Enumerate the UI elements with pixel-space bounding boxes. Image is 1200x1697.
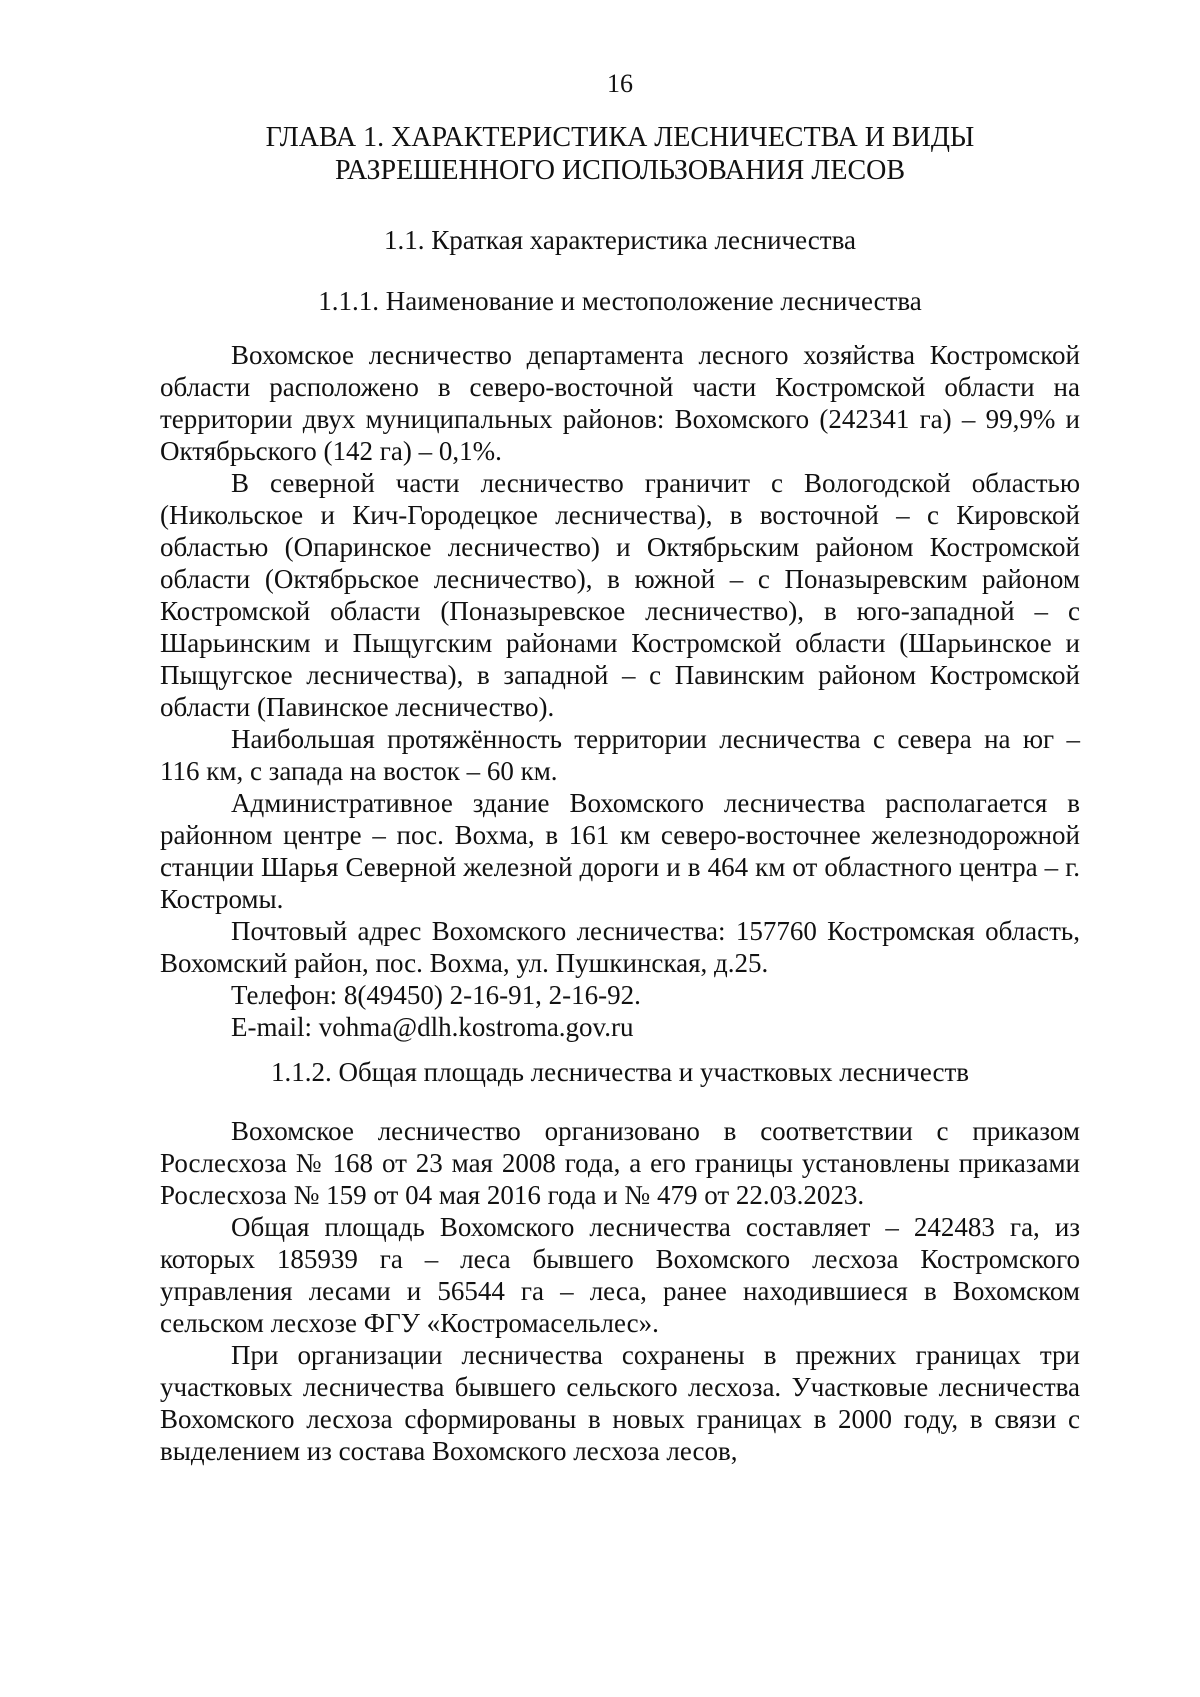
section-title-1-1: 1.1. Краткая характеристика лесничества	[384, 225, 856, 255]
paragraph-email: E-mail: vohma@dlh.kostroma.gov.ru	[231, 1012, 634, 1042]
paragraph-borders: В северной части лесничество граничит с Вологодской областью (Никольское и Кич-Городецкое лесничества), в восточной – с Кировской областью (Опаринское лесничество) и Октябрьским районом Костромской области (Октябрьское лесничество), в южной – с Поназыревским районом Костромской области (Поназыревское лесничество), в юго-западной – с Шарьинским и Пыщугским районами Костромской области (Шарьинское и Пыщугское лесничества), в западной – с Павинским районом Костромской области (Павинское лесничество).	[160, 468, 1080, 722]
paragraph-phone: Телефон: 8(49450) 2-16-91, 2-16-92.	[231, 980, 641, 1010]
paragraph-extent: Наибольшая протяжённость территории лесничества с севера на юг – 116 км, с запада на восток – 60 км.	[160, 724, 1080, 786]
section-1-1-2-body	[160, 1115, 1080, 1467]
chapter-title-line-1: ГЛАВА 1. ХАРАКТЕРИСТИКА ЛЕСНИЧЕСТВА И ВИДЫ	[265, 122, 975, 153]
paragraph-location: Вохомское лесничество департамента лесного хозяйства Костромской области расположено в северо-восточной части Костромской области на территории двух муниципальных районов: Вохомского (242341 га) – 99,9% и Октябрьского (142 га) – 0,1%.	[160, 340, 1080, 466]
page-number: 16	[607, 69, 633, 98]
paragraph-district-forestries: При организации лесничества сохранены в прежних границах три участковых лесничества бывшего сельского лесхоза. Участковые лесничества Вохомского лесхоза сформированы в новых границах в 2000 году, в связи с выделением из состава Вохомского лесхоза лесов,	[160, 1340, 1080, 1466]
paragraph-admin-building: Административное здание Вохомского лесничества располагается в районном центре – пос. Вохма, в 161 км северо-восточнее железнодорожной станции Шарья Северной железной дороги и в 464 км от областного центра – г. Костромы.	[160, 788, 1080, 914]
section-title-1-1-1: 1.1.1. Наименование и местоположение лесничества	[318, 286, 922, 316]
chapter-title-line-2: РАЗРЕШЕННОГО ИСПОЛЬЗОВАНИЯ ЛЕСОВ	[334, 155, 906, 186]
chapter-title	[160, 121, 1080, 187]
section-1-1-1-body	[160, 339, 1080, 1043]
paragraph-postal-address: Почтовый адрес Вохомского лесничества: 157760 Костромская область, Вохомский район, пос. Вохма, ул. Пушкинская, д.25.	[160, 916, 1080, 978]
paragraph-organization: Вохомское лесничество организовано в соответствии с приказом Рослесхоза № 168 от 23 мая 2008 года, а его границы установлены приказами Рослесхоза № 159 от 04 мая 2016 года и № 479 от 22.03.2023.	[160, 1116, 1080, 1210]
paragraph-total-area: Общая площадь Вохомского лесничества составляет – 242483 га, из которых 185939 га – леса бывшего Вохомского лесхоза Костромского управления лесами и 56544 га – леса, ранее находившиеся в Вохомском сельском лесхозе ФГУ «Костромасельлес».	[160, 1212, 1080, 1338]
section-title-1-1-2: 1.1.2. Общая площадь лесничества и участковых лесничеств	[270, 1057, 970, 1087]
